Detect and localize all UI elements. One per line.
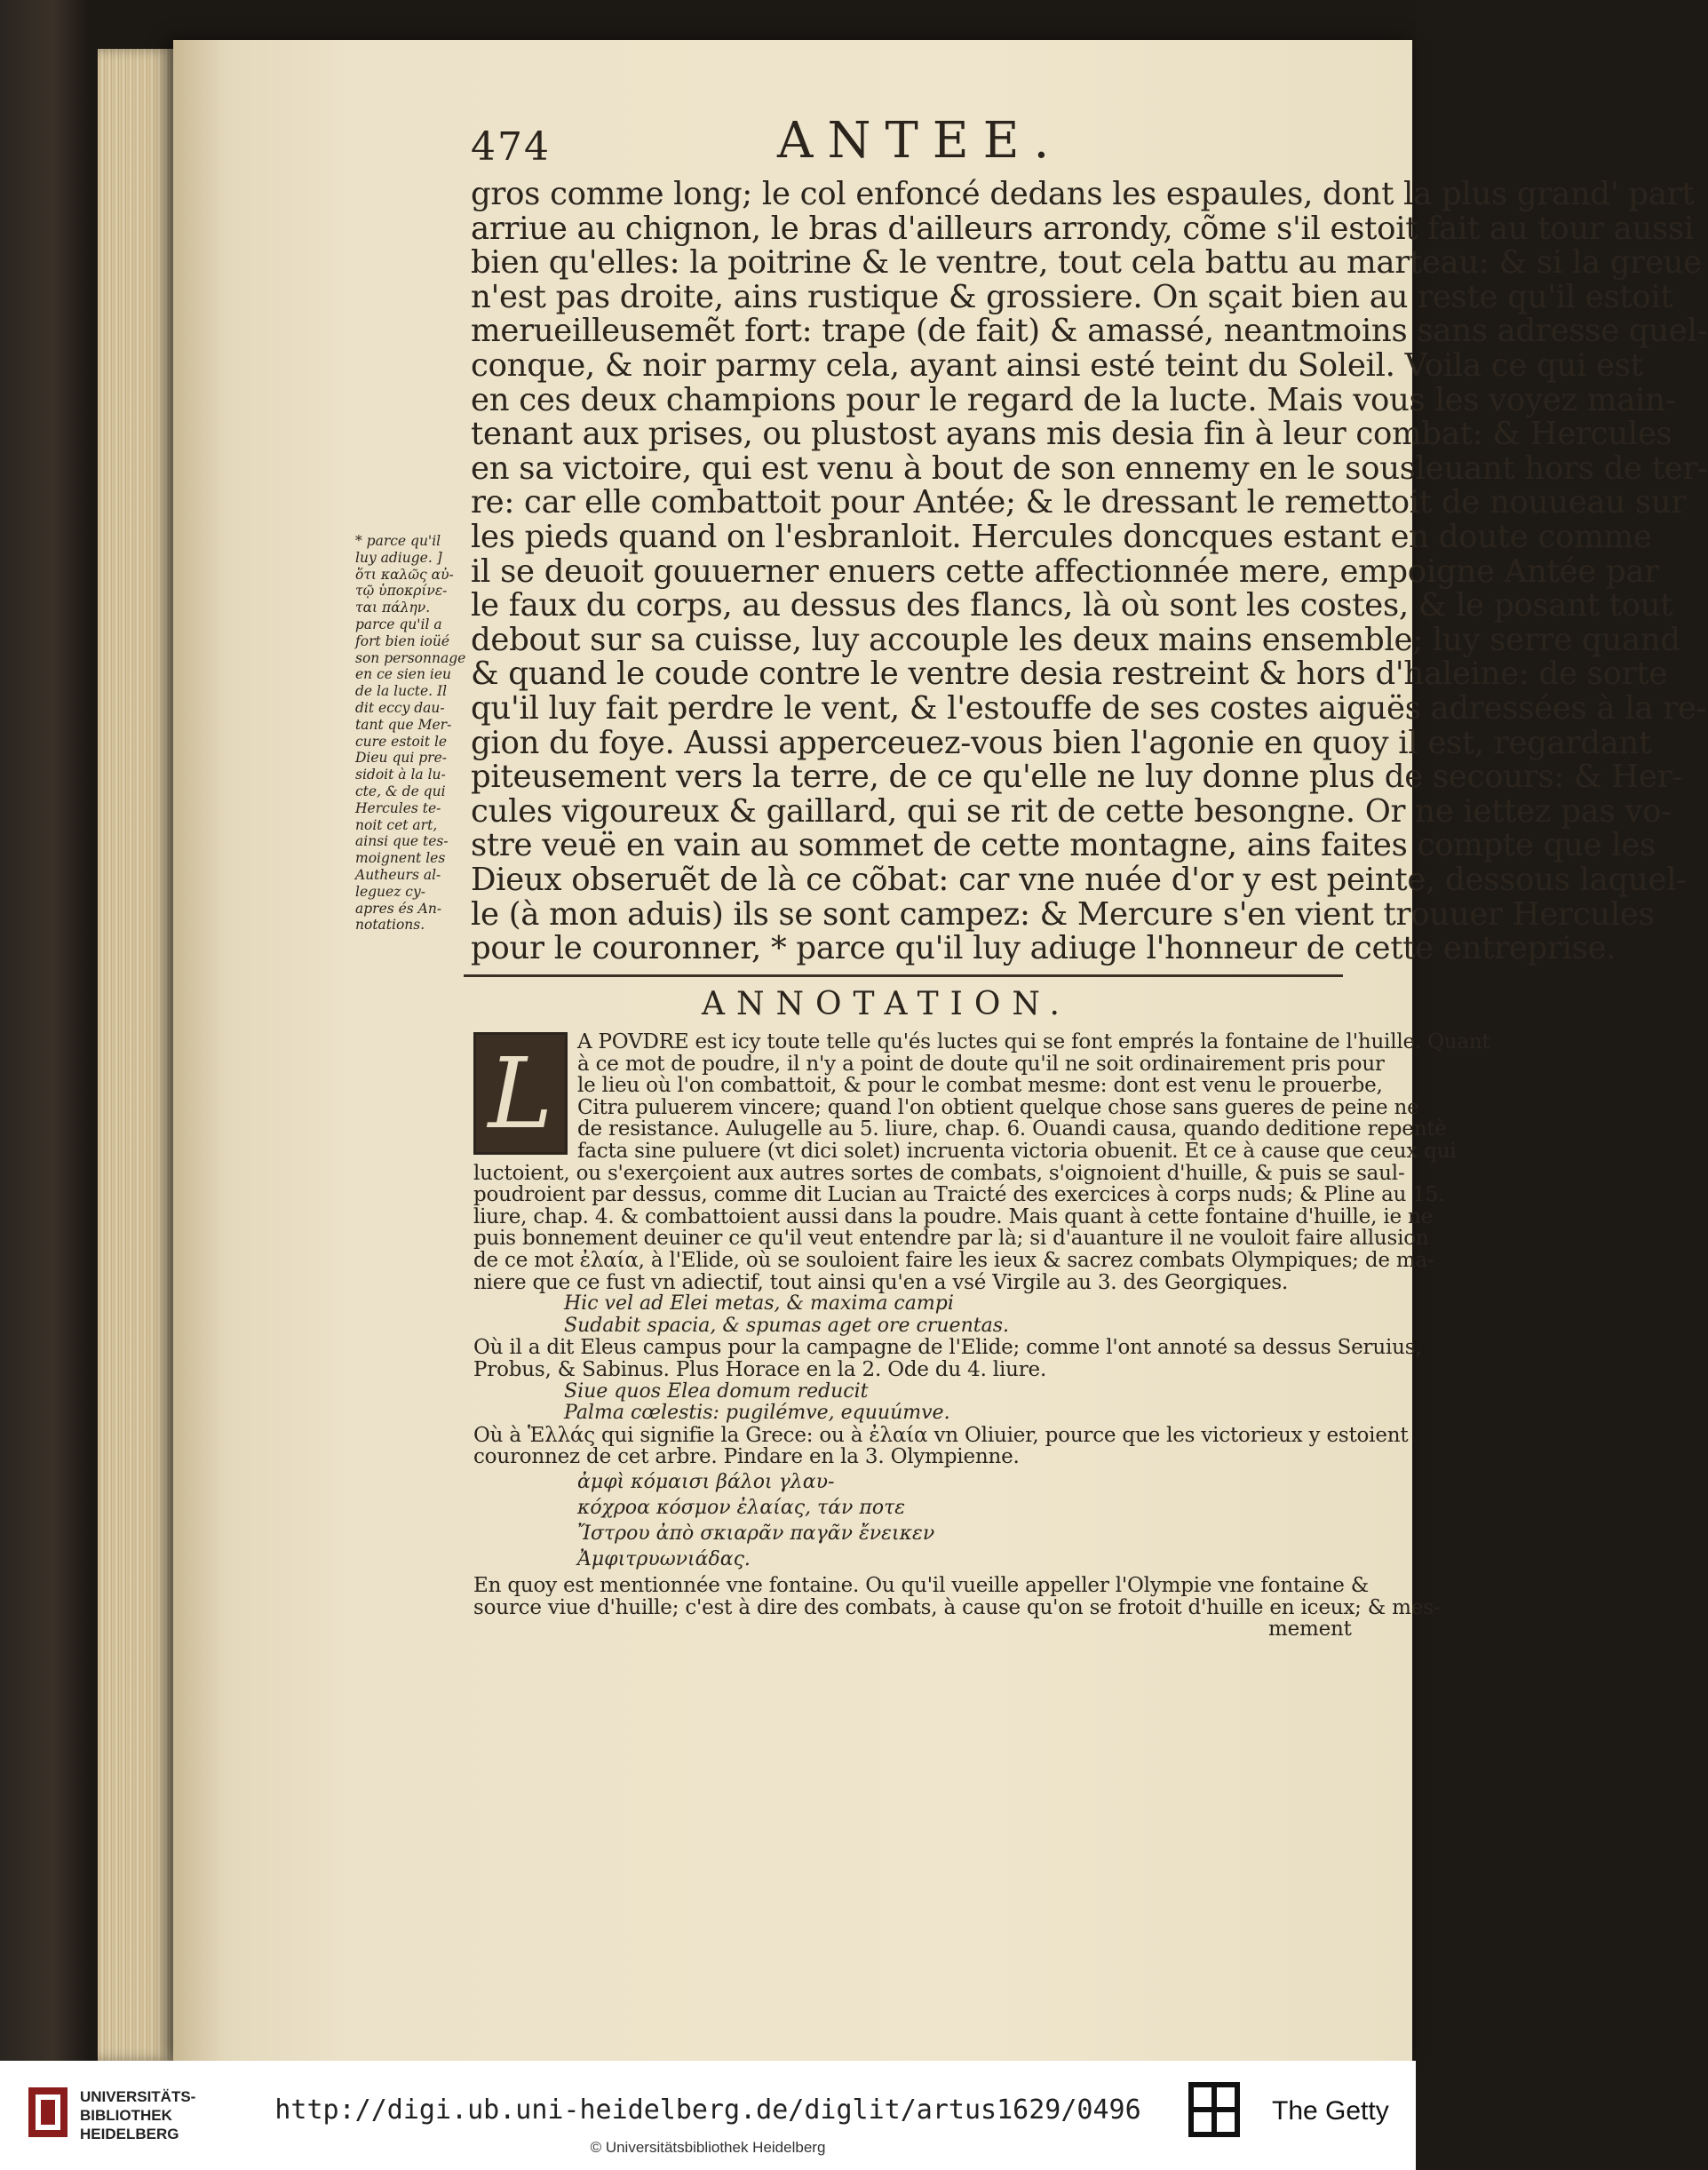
greek-verse-line: κόχροα κόσμον ἐλαίας, τάν ποτε <box>577 1497 906 1519</box>
section-rule <box>464 974 1343 977</box>
annotation-line: Probus, & Sabinus. Plus Horace en la 2. Ode du 4. liure. <box>473 1358 1047 1381</box>
body-text-line: n'est pas droite, ains rustique & grossiere. On sçait bien au reste qu'il estoit <box>471 278 1673 315</box>
margin-note-line: dit eccy dau- <box>355 700 445 716</box>
page-url-link[interactable]: http://digi.ub.uni-heidelberg.de/diglit/artus1629/0496 <box>274 2094 1141 2126</box>
margin-note-line: tant que Mer- <box>355 716 452 733</box>
body-text-line: re: car elle combattoit pour Antée; & le dressant le remettoit de nouueau sur <box>471 484 1687 521</box>
annotation-line: Où il a dit Eleus campus pour la campagne de l'Elide; comme l'ont annoté sa dessus Seruius, <box>473 1336 1422 1360</box>
annotation-line: puis bonnement deuiner ce qu'il veut entendre par là; si d'auanture il ne vouloit faire allusion <box>473 1227 1429 1251</box>
body-text-line: en ces deux champions pour le regard de la lucte. Mais vous les voyez main- <box>471 381 1676 418</box>
margin-note-line: ὅτι καλῶς αὐ- <box>355 566 454 583</box>
body-text-line: le (à mon aduis) ils se sont campez: & Mercure s'en vient trouuer Hercules <box>471 895 1655 933</box>
margin-note-line: Autheurs al- <box>355 867 441 883</box>
body-text-line: le faux du corps, au dessus des flancs, là où sont les costes, & le posant tout <box>471 587 1673 624</box>
body-text-line: merueilleusemẽt fort: trape (de fait) & amassé, neantmoins sans adresse quel- <box>471 313 1708 350</box>
body-text-line: debout sur sa cuisse, luy accouple les deux mains ensemble; luy serre quand <box>471 621 1680 658</box>
annotation-line: A POVDRE est icy toute telle qu'és luctes qui se font emprés la fontaine de l'huille. Quant <box>577 1030 1490 1053</box>
body-text-line: conque, & noir parmy cela, ayant ainsi esté teint du Soleil. Voila ce qui est <box>471 347 1643 384</box>
margin-note-line: Hercules te- <box>355 799 441 816</box>
library-name-line: BIBLIOTHEK <box>80 2107 172 2124</box>
margin-note-line: fort bien ioüé <box>355 632 450 649</box>
margin-note-line: Dieu qui pre- <box>355 750 447 767</box>
margin-note-line: luy adiuge. ] <box>355 549 442 566</box>
library-name-line: UNIVERSITÄTS- <box>80 2088 196 2105</box>
annotation-line: liure, chap. 4. & combattoient aussi dans la poudre. Mais quant à cette fontaine d'huille, ie ne <box>473 1204 1434 1228</box>
body-text-line: bien qu'elles: la poitrine & le ventre, tout cela battu au marteau: & si la greue <box>471 244 1702 282</box>
body-text-line: qu'il luy fait perdre le vent, & l'estouffe de ses costes aiguës adressées à la re- <box>471 690 1707 727</box>
body-text-line: les pieds quand on l'esbranloit. Hercules doncques estant en doute comme <box>471 519 1652 555</box>
page-number: 474 <box>471 124 551 170</box>
margin-note-line: leguez cy- <box>355 883 425 900</box>
annotation-line: luctoient, ou s'exerçoient aux autres sortes de combats, s'oignoient d'huille, & puis se saul- <box>473 1161 1405 1185</box>
body-text-line: tenant aux prises, ou plustost ayans mis desia fin à leur combat: & Hercules <box>471 416 1672 453</box>
body-text-line: stre veuë en vain au sommet de cette montagne, ains faites compte que les <box>471 827 1656 864</box>
annotation-title: ANNOTATION. <box>702 986 1071 1022</box>
body-text-line: gion du foye. Aussi apperceuez-vous bien l'agonie en quoy il est, regardant <box>471 724 1652 761</box>
body-text-line: en sa victoire, qui est venu à bout de son ennemy en le sousleuant hors de ter- <box>471 449 1708 487</box>
annotation-line: de resistance. Aulugelle au 5. liure, chap. 6. Ouandi causa, quando deditione repentè <box>577 1117 1447 1141</box>
annotation-line: à ce mot de poudre, il n'y a point de doute qu'il ne soit ordinairement pris pour <box>577 1052 1385 1076</box>
body-text-line: & quand le coude contre le ventre desia restreint & hors d'haleine: de sorte <box>471 656 1668 693</box>
margin-note-line: en ce sien ieu <box>355 666 451 683</box>
annotation-line: facta sine puluere (vt dici solet) incruenta victoria obuenit. Et ce à cause que ceux qui <box>577 1140 1457 1163</box>
greek-verse-line: Ἴστρου ἀπὸ σκιαρᾶν παγᾶν ἔνεικεν <box>577 1522 935 1545</box>
running-head: ANTEE. <box>777 112 1064 170</box>
copyright-text: © Universitätsbibliothek Heidelberg <box>590 2139 826 2156</box>
margin-note-line: ται πάλην. <box>355 600 431 616</box>
margin-note-line: son personnage <box>355 649 466 666</box>
annotation-line: En quoy est mentionnée vne fontaine. Ou qu'il vueille appeller l'Olympie vne fontaine & <box>473 1574 1370 1597</box>
body-text-line: il se deuoit gouuerner enuers cette affectionnée mere, empoigne Antée par <box>471 552 1659 590</box>
verse-line: Palma cœlestis: pugilémve, equuúmve. <box>564 1402 950 1425</box>
body-text-line: cules vigoureux & gaillard, qui se rit de cette besongne. Or ne iettez pas vo- <box>471 792 1672 830</box>
body-text-line: piteusement vers la terre, de ce qu'elle ne luy donne plus de secours: & Her- <box>471 759 1683 796</box>
margin-note-line: moignent les <box>355 850 446 867</box>
margin-note-line: cte, & de qui <box>355 783 446 799</box>
catchword: mement <box>1268 1618 1352 1641</box>
margin-note-line: notations. <box>355 917 425 934</box>
decorated-initial <box>473 1032 568 1155</box>
verse-line: Hic vel ad Elei metas, & maxima campi <box>564 1292 954 1316</box>
body-text-line: pour le couronner, * parce qu'il luy adiuge l'honneur de cette entreprise. <box>471 930 1617 967</box>
page-edges <box>98 49 178 2061</box>
footer <box>0 2061 1416 2170</box>
margin-note-line: noit cet art, <box>355 816 438 833</box>
margin-note-line: de la lucte. Il <box>355 683 448 700</box>
annotation-line: le lieu où l'on combattoit, & pour le combat mesme: dont est venu le prouerbe, <box>577 1074 1383 1098</box>
verse-line: Sudabit spacia, & spumas aget ore cruentas. <box>564 1314 1009 1337</box>
annotation-line: de ce mot ἐλαία, à l'Elide, où se souloient faire les ieux & sacrez combats Olympiques; de ma- <box>473 1249 1434 1272</box>
getty-logo-icon <box>1188 2082 1240 2137</box>
annotation-line: couronnez de cet arbre. Pindare en la 3. Olympienne. <box>473 1445 1020 1469</box>
greek-verse-line: ἀμφὶ κόμαισι βάλοι γλαυ- <box>577 1471 835 1493</box>
margin-note-line: * parce qu'il <box>355 533 441 549</box>
getty-label: The Getty <box>1272 2096 1389 2126</box>
greek-verse-line: Ἀμφιτρυωνιάδας. <box>577 1548 751 1570</box>
annotation-line: niere que ce fust vn adiectif, tout ainsi qu'en a vsé Virgile au 3. des Georgiques. <box>473 1270 1289 1294</box>
annotation-line: source viue d'huille; c'est à dire des combats, à cause qu'on se frotoit d'huille en iceux; & mes- <box>473 1595 1441 1619</box>
margin-note-line: cure estoit le <box>355 733 448 750</box>
margin-note-line: apres és An- <box>355 900 442 917</box>
margin-note-line: sidoit à la lu- <box>355 767 446 783</box>
verse-line: Siue quos Elea domum reducit <box>564 1379 869 1403</box>
body-text-line: gros comme long; le col enfoncé dedans les espaules, dont la plus grand' part <box>471 176 1695 212</box>
margin-note-line: τῷ ὑποκρίνε- <box>355 583 448 600</box>
annotation-line: Citra puluerem vincere; quand l'on obtient quelque chose sans gueres de peine ne <box>577 1095 1419 1119</box>
initial-letter: L <box>488 1037 553 1150</box>
library-name-line: HEIDELBERG <box>80 2126 179 2142</box>
annotation-line: Où à Ἑλλάς qui signifie la Grece: ou à ἐλαία vn Oliuier, pource que les victorieux y estoient <box>473 1423 1409 1447</box>
margin-note-line: parce qu'il a <box>355 616 442 632</box>
annotation-line: poudroient par dessus, comme dit Lucian au Traicté des exercices à corps nuds; & Pline au 15. <box>473 1183 1445 1207</box>
margin-note-line: ainsi que tes- <box>355 833 449 850</box>
body-text-line: Dieux obseruẽt de là ce cõbat: car vne nuée d'or y est peinte, dessous laquel- <box>471 862 1687 898</box>
body-text-line: arriue au chignon, le bras d'ailleurs arrondy, cõme s'il estoit fait au tour aussi <box>471 210 1694 247</box>
